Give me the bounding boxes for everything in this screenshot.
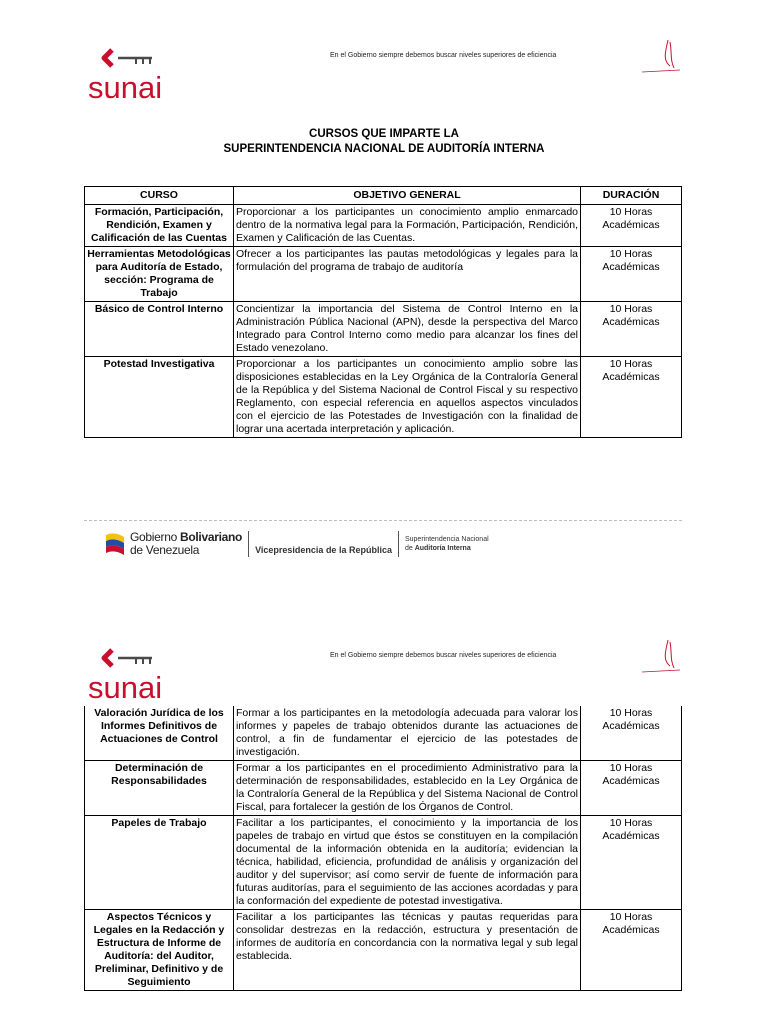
table-row [85, 761, 682, 816]
course-name: Aspectos Técnicos y Legales en la Redacción y Estructura de Informe de Auditoría: del Auditor, Preliminar, Definitivo y de Seguimiento [85, 910, 234, 991]
sunai-logo [86, 644, 186, 702]
course-duration: 10 Horas Académicas [581, 302, 682, 357]
course-objective: Concientizar la importancia del Sistema de Control Interno en la Administración Pública Nacional (APN), desde la perspectiva del Marco Integrado para Control Interno como medio para alcanzar los fines del Estado venezolano. [234, 302, 581, 357]
course-objective: Facilitar a los participantes, el conocimiento y la importancia de los papeles de trabajo en virtud que éstos se constituyen en la compilación documental de la información obtenida en la auditoría; evidencian la técnica, habilidad, eficiencia, profundidad de análisis y organización del auditor y del supervisor; así como servir de fuente de información para futuras auditorías, para el seguimiento de las acciones acordadas y para la conformación del expediente de potestad investigativa. [234, 816, 581, 910]
document-page-2 [0, 600, 768, 1024]
svg-text:sunai: sunai [88, 670, 163, 702]
vicepresidencia-text: Vicepresidencia de la República [255, 545, 392, 555]
footer-separator [248, 531, 249, 557]
course-duration: 10 Horas Académicas [581, 205, 682, 247]
course-objective: Proporcionar a los participantes un conocimiento amplio enmarcado dentro de la normativa legal para la Formación, Participación, Rendición, Examen y Calificación de las Cuentas. [234, 205, 581, 247]
header-slogan: En el Gobierno siempre debemos buscar niveles superiores de eficiencia [330, 52, 557, 59]
title-line-2: SUPERINTENDENCIA NACIONAL DE AUDITORÍA INTERNA [223, 143, 545, 155]
table-row [85, 205, 682, 247]
table-row [85, 302, 682, 357]
course-duration: 10 Horas Académicas [581, 910, 682, 991]
table-row [85, 706, 682, 761]
course-objective: Facilitar a los participantes las técnicas y pautas requeridas para consolidar destrezas en la redacción, estructura y presentación de informes de auditoría en concordancia con la normativa legal y sub legal establecida. [234, 910, 581, 991]
document-title [0, 127, 768, 157]
course-duration: 10 Horas Académicas [581, 247, 682, 302]
header-slogan: En el Gobierno siempre debemos buscar niveles superiores de eficiencia [330, 652, 557, 659]
course-name: Básico de Control Interno [85, 302, 234, 357]
sunai-logo [86, 44, 186, 102]
course-duration: 10 Horas Académicas [581, 816, 682, 910]
col-header-course: CURSO [85, 187, 234, 205]
courses-table-continued [84, 706, 682, 991]
venezuela-flag-icon [104, 531, 126, 557]
signature-mark [640, 636, 684, 676]
course-name: Formación, Participación, Rendición, Examen y Calificación de las Cuentas [85, 205, 234, 247]
course-objective: Formar a los participantes en el procedimiento Administrativo para la determinación de responsabilidades, establecido en la Ley Orgánica de la Contraloría General de la República y del Sistema Nacional de Control Fiscal, para fortalecer la gestión de los Órganos de Control. [234, 761, 581, 816]
table-header-row [85, 187, 682, 205]
course-duration: 10 Horas Académicas [581, 706, 682, 761]
courses-table [84, 186, 682, 438]
government-footer [104, 528, 489, 560]
title-line-1: CURSOS QUE IMPARTE LA [309, 128, 459, 140]
course-name: Herramientas Metodológicas para Auditoría de Estado, sección: Programa de Trabajo [85, 247, 234, 302]
course-objective: Ofrecer a los participantes las pautas metodológicas y legales para la formulación del programa de trabajo de auditoría [234, 247, 581, 302]
course-name: Potestad Investigativa [85, 357, 234, 438]
svg-text:sunai: sunai [88, 70, 163, 102]
footer-divider [84, 520, 682, 521]
table-row [85, 910, 682, 991]
signature-mark [640, 36, 684, 76]
course-objective: Formar a los participantes en la metodología adecuada para valorar los informes y papeles de trabajo obtenidos durante las actuaciones de control, a fin de fundamentar el ejercicio de las potestades de investigación. [234, 706, 581, 761]
table-row [85, 247, 682, 302]
course-duration: 10 Horas Académicas [581, 761, 682, 816]
course-name: Valoración Jurídica de los Informes Definitivos de Actuaciones de Control [85, 706, 234, 761]
course-duration: 10 Horas Académicas [581, 357, 682, 438]
footer-separator [398, 531, 399, 557]
gobierno-bolivariano-text: Gobierno Bolivariano de Venezuela [130, 530, 243, 557]
col-header-duration: DURACIÓN [581, 187, 682, 205]
table-row [85, 357, 682, 438]
course-name: Determinación de Responsabilidades [85, 761, 234, 816]
course-objective: Proporcionar a los participantes un conocimiento amplio sobre las disposiciones establecidas en la Ley Orgánica de la Contraloría General de la República y del Sistema Nacional de Control Fiscal y su respectivo Reglamento, con especial referencia en aquellos aspectos vinculados con el ejercicio de las Potestades de Investigación con la finalidad de lograr una acertada interpretación y aplicación. [234, 357, 581, 438]
superintendencia-text: Superintendencia Nacional de Auditoría Interna [404, 536, 489, 552]
table-row [85, 816, 682, 910]
col-header-objective: OBJETIVO GENERAL [234, 187, 581, 205]
course-name: Papeles de Trabajo [85, 816, 234, 910]
